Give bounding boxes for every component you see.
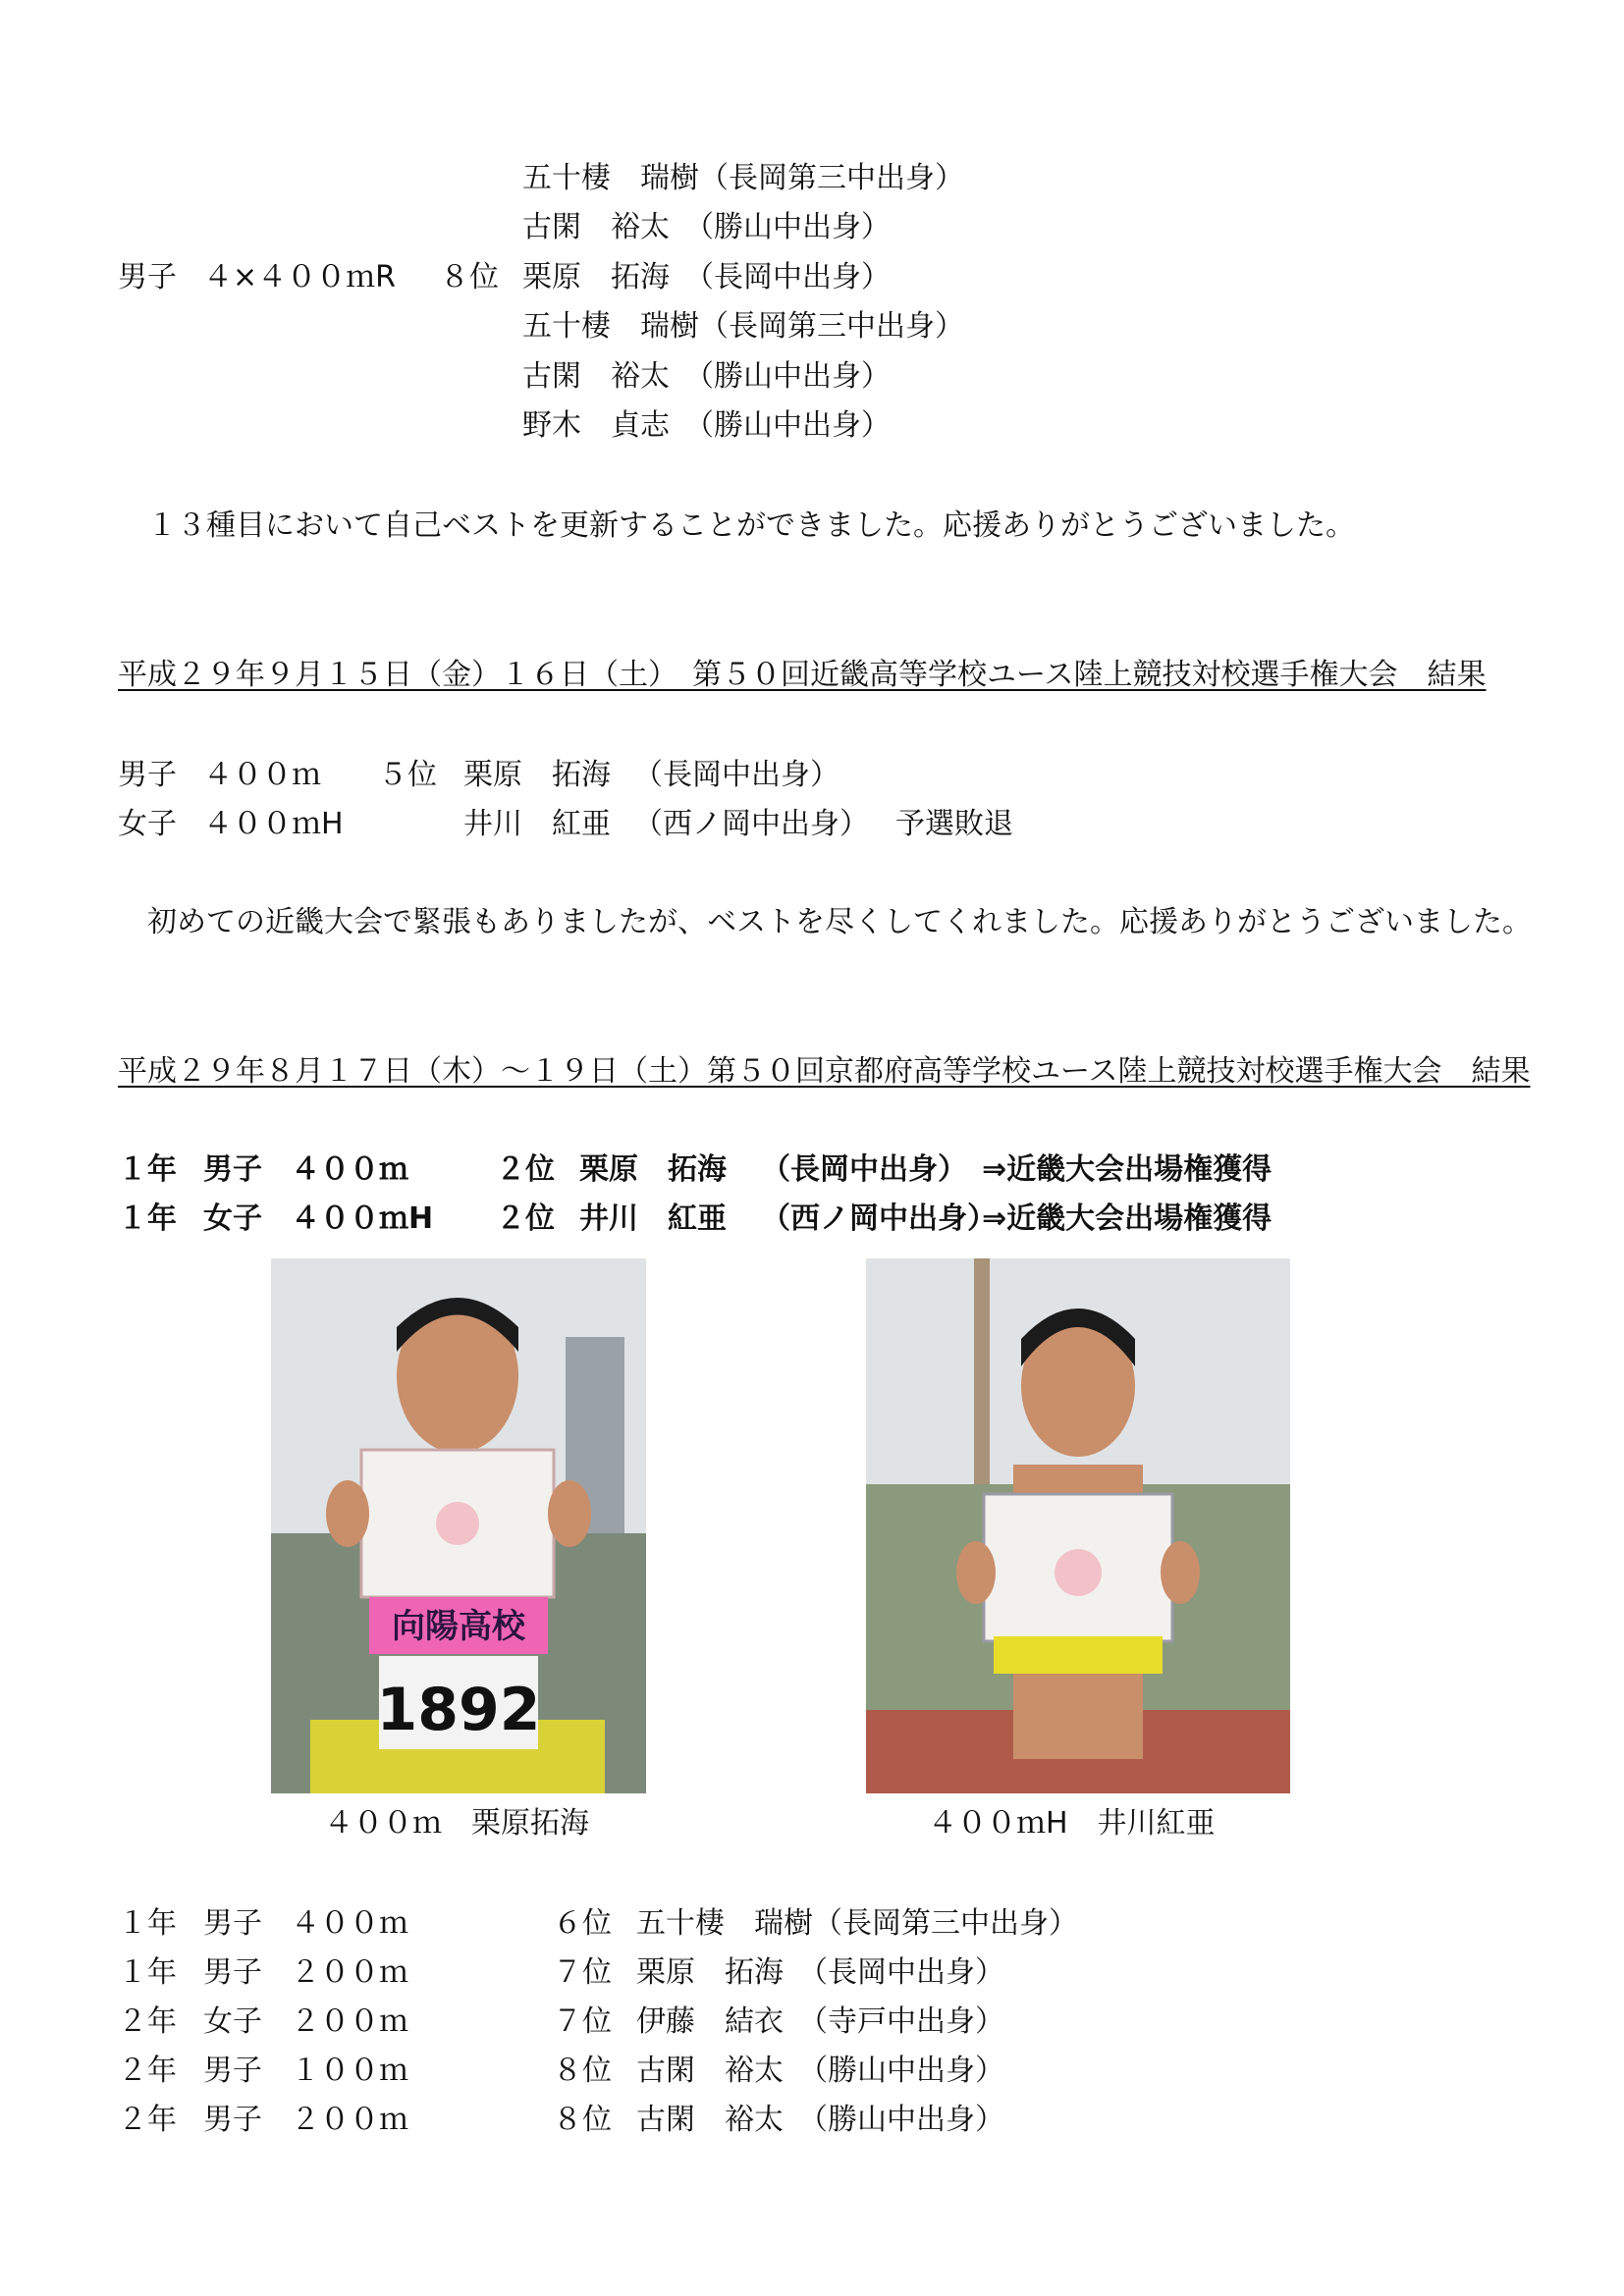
result-grade: １年 (118, 1906, 177, 1941)
kinki-note: 予選敗退 (895, 807, 1013, 841)
result-gender: 男子 (203, 1906, 262, 1941)
qualifier-name: 井川 紅亜 (579, 1201, 727, 1236)
result-gender: 男子 (203, 2103, 262, 2137)
qualifier-gender: 女子 (203, 1201, 262, 1236)
result-name: 古閑 裕太 （勝山中出身） (636, 2054, 1004, 2088)
athlete-photo-igawa (866, 1258, 1290, 1793)
banner-text: 向陽高校 (392, 1607, 525, 1646)
result-place: ８位 (553, 2054, 612, 2088)
photo-caption-igawa: ４００ｍH 井川紅亜 (928, 1806, 1216, 1841)
result-name: 栗原 拓海 （長岡中出身） (636, 1955, 1004, 1990)
relay-event: ４×４００ｍR (203, 260, 396, 294)
result-gender: 女子 (203, 2004, 262, 2039)
athlete-photo-kurihara (271, 1258, 646, 1793)
kyoto-heading: 平成２９年８月１７日（木）～１９日（土）第５０回京都府高等学校ユース陸上競技対校選手権大会 結果 (118, 1054, 1531, 1089)
result-event: ２００ｍ (291, 2004, 408, 2039)
result-place: ８位 (553, 2103, 612, 2137)
qualifier-place: ２位 (496, 1152, 555, 1187)
relay-message: １３種目において自己ベストを更新することができました。応援ありがとうございました。 (147, 508, 1355, 543)
kinki-heading: 平成２９年９月１５日（金）１６日（土） 第５０回近畿高等学校ユース陸上競技対校選手権大会 結果 (118, 658, 1487, 692)
bib-number: 1892 (376, 1676, 541, 1744)
qualifier-note: ⇒近畿大会出場権獲得 (982, 1152, 1272, 1187)
relay-member: 五十棲 瑞樹（長岡第三中出身） (522, 161, 964, 195)
relay-member: 栗原 拓海 （長岡中出身） (522, 260, 891, 294)
qualifier-event: ４００ｍH (291, 1201, 434, 1236)
kinki-gender: 女子 (118, 807, 177, 841)
kinki-school: （長岡中出身） (633, 758, 839, 792)
qualifier-grade: １年 (118, 1201, 177, 1236)
result-event: １００ｍ (291, 2054, 408, 2088)
result-event: ２００ｍ (291, 1955, 408, 1990)
relay-member: 五十棲 瑞樹（長岡第三中出身） (522, 309, 964, 344)
kinki-gender: 男子 (118, 758, 177, 792)
result-place: ７位 (553, 2004, 612, 2039)
relay-gender: 男子 (118, 260, 177, 294)
kinki-name: 栗原 拓海 (463, 758, 611, 792)
qualifier-school: （西ノ岡中出身） (761, 1201, 997, 1236)
kinki-name: 井川 紅亜 (463, 807, 611, 841)
result-event: ２００ｍ (291, 2103, 408, 2137)
qualifier-gender: 男子 (203, 1152, 262, 1187)
result-name: 伊藤 結衣 （寺戸中出身） (636, 2004, 1004, 2039)
result-grade: ２年 (118, 2103, 177, 2137)
qualifier-event: ４００ｍ (291, 1152, 408, 1187)
qualifier-school: （長岡中出身） (761, 1152, 967, 1187)
kinki-message: 初めての近畿大会で緊張もありましたが、ベストを尽くしてくれました。応援ありがとうございました。 (147, 905, 1532, 939)
relay-member: 古閑 裕太 （勝山中出身） (522, 210, 891, 244)
photo-caption-kurihara: ４００ｍ 栗原拓海 (324, 1806, 589, 1841)
qualifier-name: 栗原 拓海 (579, 1152, 727, 1187)
relay-place: ８位 (440, 260, 499, 294)
kinki-place: ５位 (378, 758, 437, 792)
result-place: ６位 (553, 1906, 612, 1941)
relay-member: 野木 貞志 （勝山中出身） (522, 408, 891, 443)
relay-member: 古閑 裕太 （勝山中出身） (522, 359, 891, 394)
result-place: ７位 (553, 1955, 612, 1990)
result-name: 古閑 裕太 （勝山中出身） (636, 2103, 1004, 2137)
kinki-event: ４００ｍ (203, 758, 321, 792)
qualifier-place: ２位 (496, 1201, 555, 1236)
result-name: 五十棲 瑞樹（長岡第三中出身） (636, 1906, 1078, 1941)
result-event: ４００ｍ (291, 1906, 408, 1941)
kinki-school: （西ノ岡中出身） (633, 807, 869, 841)
result-grade: １年 (118, 1955, 177, 1990)
result-gender: 男子 (203, 1955, 262, 1990)
result-grade: ２年 (118, 2054, 177, 2088)
result-gender: 男子 (203, 2054, 262, 2088)
kinki-event: ４００ｍH (203, 807, 344, 841)
result-grade: ２年 (118, 2004, 177, 2039)
qualifier-note: ⇒近畿大会出場権獲得 (982, 1201, 1272, 1236)
qualifier-grade: １年 (118, 1152, 177, 1187)
